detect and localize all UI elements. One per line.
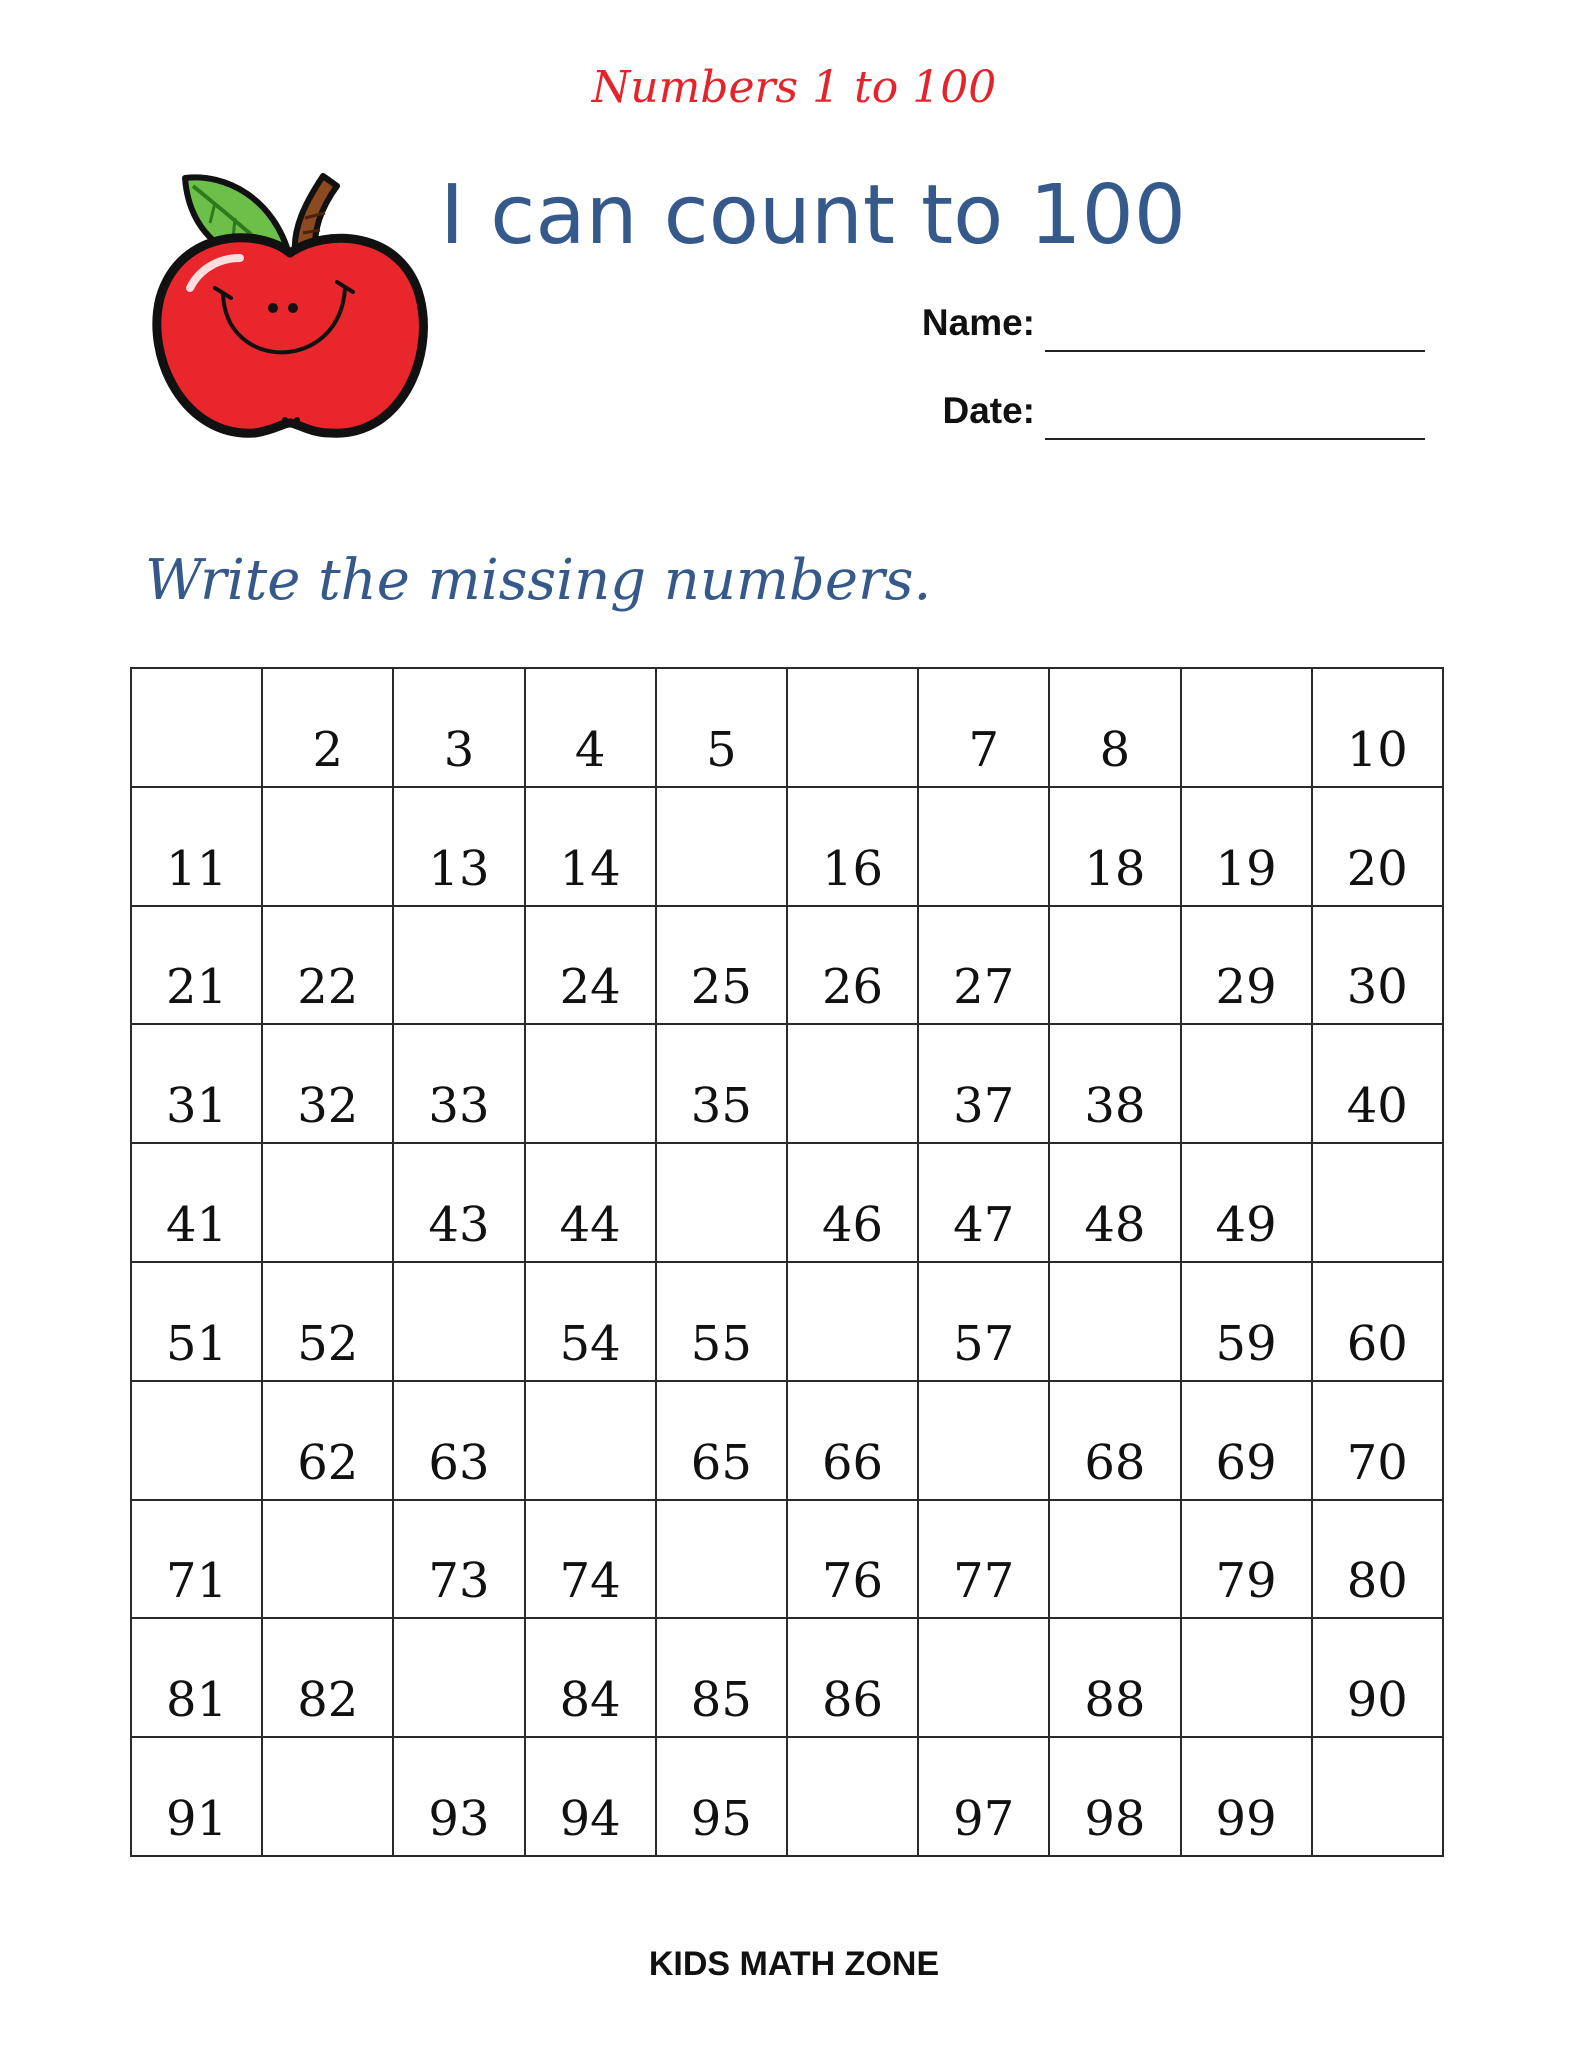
number-cell [918,906,1049,1025]
number-cell [1312,787,1443,906]
cell-number: 21 [166,959,228,1016]
cell-number: 79 [1215,1553,1277,1610]
cell-number: 38 [1084,1078,1146,1135]
cell-number: 41 [166,1196,228,1253]
cell-number: 91 [166,1790,228,1847]
number-cell [656,1262,787,1381]
cell-number: 94 [559,1790,621,1847]
cell-number: 22 [297,959,359,1016]
cell-number: 48 [1084,1196,1146,1253]
number-cell [1049,1737,1180,1856]
cell-number: 88 [1084,1672,1146,1729]
grid-row [131,1143,1443,1262]
number-cell [262,668,393,787]
cell-number: 51 [166,1315,228,1372]
number-cell [131,1143,262,1262]
name-label: Name: [921,302,1035,343]
cell-number: 37 [953,1078,1015,1135]
number-cell [262,1381,393,1500]
number-cell [525,1737,656,1856]
number-cell [393,1024,524,1143]
cell-number: 5 [706,721,737,778]
number-cell [1312,906,1443,1025]
number-cell [918,1143,1049,1262]
cell-number: 7 [968,721,999,778]
number-cell [262,1618,393,1737]
smiling-apple-icon [145,158,435,448]
number-cell [1312,1381,1443,1500]
grid-row [131,1737,1443,1856]
cell-number: 29 [1215,959,1277,1016]
cell-number: 93 [428,1790,490,1847]
date-line [1045,438,1425,440]
number-cell [131,1737,262,1856]
number-cell [525,1500,656,1619]
blank-cell[interactable] [1049,1500,1180,1619]
grid-row [131,1262,1443,1381]
blank-cell[interactable] [131,1381,262,1500]
cell-number: 85 [690,1672,752,1729]
number-cell [525,1618,656,1737]
cell-number: 70 [1346,1434,1408,1491]
cell-number: 32 [297,1078,359,1135]
blank-cell[interactable] [393,1618,524,1737]
cell-number: 81 [166,1672,228,1729]
cell-number: 97 [953,1790,1015,1847]
cell-number: 57 [953,1315,1015,1372]
cell-number: 84 [559,1672,621,1729]
cell-number: 90 [1346,1672,1408,1729]
cell-number: 14 [559,840,621,897]
blank-cell[interactable] [1312,1143,1443,1262]
blank-cell[interactable] [918,1618,1049,1737]
number-cell [1181,1737,1312,1856]
cell-number: 2 [312,721,344,778]
cell-number: 16 [821,840,884,897]
number-cell [787,1618,918,1737]
cell-number: 71 [166,1553,228,1610]
number-cell [918,1262,1049,1381]
number-cell [1049,1143,1180,1262]
cell-number: 60 [1346,1315,1408,1372]
cell-number: 8 [1099,721,1131,778]
number-cell [131,906,262,1025]
cell-number: 99 [1215,1790,1277,1847]
number-cell [656,906,787,1025]
cell-number: 82 [297,1672,359,1729]
blank-cell[interactable] [262,1737,393,1856]
cell-number: 33 [428,1078,490,1135]
number-cell [656,1618,787,1737]
number-cell [1049,787,1180,906]
cell-number: 25 [690,959,752,1016]
blank-cell[interactable] [656,1500,787,1619]
number-cell [525,906,656,1025]
cell-number: 80 [1346,1553,1408,1610]
cell-number: 31 [166,1078,228,1135]
cell-number: 26 [821,959,884,1016]
blank-cell[interactable] [1049,906,1180,1025]
cell-number: 74 [559,1553,621,1610]
number-cell [525,1143,656,1262]
cell-number: 49 [1215,1196,1277,1253]
cell-number: 3 [443,721,475,778]
cell-number: 10 [1346,721,1408,778]
grid-row [131,1024,1443,1143]
blank-cell[interactable] [262,1143,393,1262]
blank-cell[interactable] [1181,1618,1312,1737]
number-cell [787,1500,918,1619]
number-cell [787,1143,918,1262]
number-cell [131,787,262,906]
cell-number: 66 [821,1434,884,1491]
number-cell [1181,1500,1312,1619]
cell-number: 11 [166,840,228,897]
blank-cell[interactable] [656,1143,787,1262]
grid-row [131,1618,1443,1737]
number-cell [1049,668,1180,787]
cell-number: 63 [428,1434,490,1491]
cell-number: 69 [1215,1434,1277,1491]
number-cell [1312,1618,1443,1737]
cell-number: 24 [559,959,621,1016]
name-line [1045,350,1425,352]
number-cell [1049,1024,1180,1143]
number-cell [656,668,787,787]
number-cell [1312,1500,1443,1619]
number-cell [1049,1381,1180,1500]
grid-row [131,1500,1443,1619]
blank-cell[interactable] [393,1262,524,1381]
cell-number: 62 [297,1434,359,1491]
number-cell [656,1024,787,1143]
number-grid [130,667,1444,1857]
cell-number: 44 [559,1196,621,1253]
cell-number: 13 [428,840,490,897]
cell-number: 46 [821,1196,884,1253]
grid-row [131,668,1443,787]
number-cell [262,1262,393,1381]
number-cell [1312,1262,1443,1381]
blank-cell[interactable] [131,668,262,787]
date-label: Date: [942,390,1035,431]
number-cell [1181,1262,1312,1381]
cell-number: 98 [1084,1790,1146,1847]
blank-cell[interactable] [787,668,918,787]
blank-cell[interactable] [787,1262,918,1381]
cell-number: 18 [1084,840,1146,897]
number-cell [656,1737,787,1856]
number-cell [525,1262,656,1381]
cell-number: 52 [297,1315,359,1372]
blank-cell[interactable] [918,787,1049,906]
number-cell [918,668,1049,787]
blank-cell[interactable] [656,787,787,906]
number-cell [656,1381,787,1500]
cell-number: 47 [953,1196,1015,1253]
cell-number: 43 [428,1196,490,1253]
grid-row [131,787,1443,906]
cell-number: 95 [690,1790,752,1847]
cell-number: 20 [1346,840,1408,897]
blank-cell[interactable] [1049,1262,1180,1381]
number-cell [525,787,656,906]
blank-cell[interactable] [262,787,393,906]
cell-number: 19 [1215,840,1277,897]
cell-number: 27 [953,959,1015,1016]
cell-number: 65 [690,1434,752,1491]
blank-cell[interactable] [1181,668,1312,787]
cell-number: 40 [1346,1078,1408,1135]
number-cell [918,1737,1049,1856]
cell-number: 59 [1215,1315,1277,1372]
number-cell [1181,1143,1312,1262]
cell-number: 35 [690,1078,752,1135]
blank-cell[interactable] [787,1737,918,1856]
number-cell [918,1024,1049,1143]
number-cell [262,1024,393,1143]
number-cell [393,1143,524,1262]
blank-cell[interactable] [525,1381,656,1500]
number-cell [393,787,524,906]
number-cell [393,668,524,787]
footer-brand: KIDS MATH ZONE [648,1945,940,1983]
instruction-text: Write the missing numbers. [145,548,932,613]
cell-number: 73 [428,1553,490,1610]
cell-number: 55 [690,1315,752,1372]
number-cell [525,668,656,787]
number-cell [1312,668,1443,787]
blank-cell[interactable] [525,1024,656,1143]
number-cell [131,1024,262,1143]
number-cell [1181,906,1312,1025]
number-cell [131,1262,262,1381]
cell-number: 4 [574,721,606,778]
number-cell [131,1618,262,1737]
cell-number: 30 [1346,959,1408,1016]
number-cell [918,1500,1049,1619]
worksheet-subtitle: Numbers 1 to 100 [591,62,997,113]
cell-number: 76 [821,1553,884,1610]
grid-row [131,1381,1443,1500]
number-cell [393,1500,524,1619]
number-cell [1049,1618,1180,1737]
number-cell [262,906,393,1025]
number-cell [1181,787,1312,906]
number-cell [393,1737,524,1856]
cell-number: 77 [953,1553,1015,1610]
number-cell [787,906,918,1025]
number-cell [1181,1381,1312,1500]
cell-number: 68 [1084,1434,1146,1491]
cell-number: 86 [821,1672,884,1729]
number-cell [131,1500,262,1619]
grid-row [131,906,1443,1025]
number-cell [787,1381,918,1500]
blank-cell[interactable] [1181,1024,1312,1143]
number-cell [393,1381,524,1500]
number-cell [787,787,918,906]
blank-cell[interactable] [1312,1737,1443,1856]
blank-cell[interactable] [918,1381,1049,1500]
worksheet-title: I can count to 100 [440,168,1186,263]
blank-cell[interactable] [787,1024,918,1143]
cell-number: 54 [559,1315,621,1372]
blank-cell[interactable] [393,906,524,1025]
number-cell [1312,1024,1443,1143]
blank-cell[interactable] [262,1500,393,1619]
